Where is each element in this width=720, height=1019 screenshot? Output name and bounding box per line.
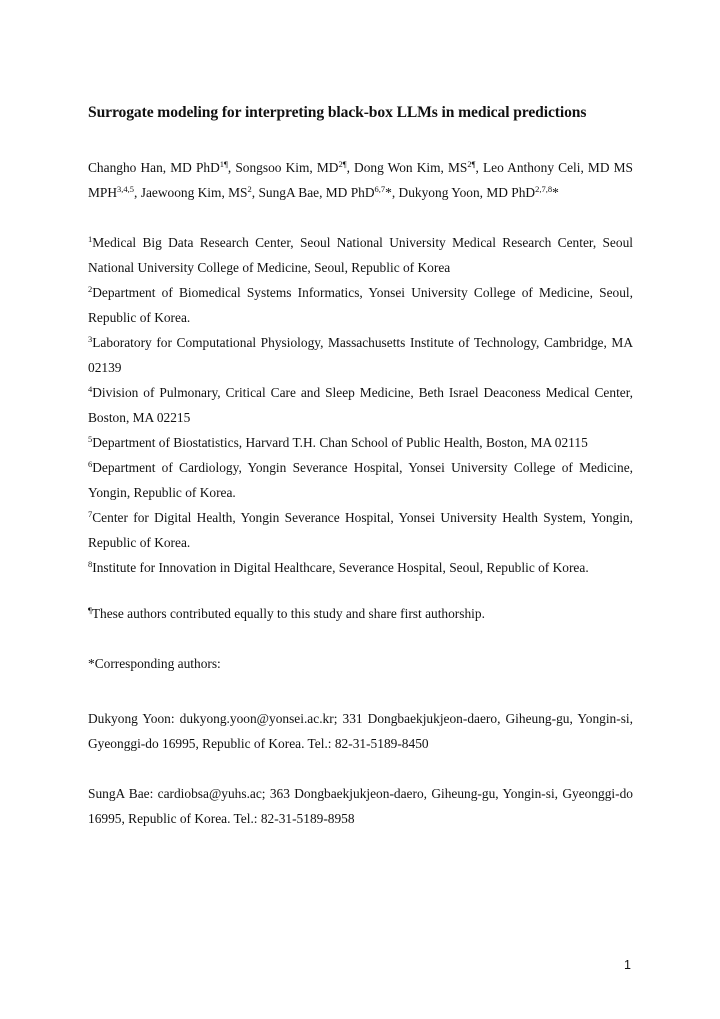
author: Songsoo Kim, $MD^{2\P}$, xyxy=(235,159,355,175)
affiliation: $^1$Medical Big Data Research Center, Seoul National University Medical Research Center, Seoul National University College of Medicine, Seoul, Republic of Korea xyxy=(88,234,633,275)
affiliation: $^7$Center for Digital Health, Yongin Severance Hospital, Yonsei University Health System, Yongin, Republic of Korea. xyxy=(88,509,633,550)
affiliation: $^4$Division of Pulmonary, Critical Care and Sleep Medicine, Beth Israel Deaconess Medical Center, Boston, MA 02215 xyxy=(88,384,633,425)
corresponding-author-entry: Dukyong Yoon: dukyong.yoon@yonsei.ac.kr; 331 Dongbaekjukjeon-daero, Giheung-gu, Yongin-si, Gyeonggi-do 16995, Republic of Korea. Tel.: 82-31-5189-8450 xyxy=(88,711,633,751)
affiliation: $^2$Department of Biomedical Systems Informatics, Yonsei University College of Medicine, Seoul, Republic of Korea. xyxy=(88,284,633,325)
affiliation: $^8$Institute for Innovation in Digital Healthcare, Severance Hospital, Seoul, Republic of Korea. xyxy=(88,559,589,575)
author: Dukyong Yoon, MD PhD$^{2,7,8}$* xyxy=(398,184,559,200)
author: Jaewoong Kim, $MS^2$, xyxy=(140,184,259,200)
author: SungA Bae, MD PhD$^{6,7}$*, xyxy=(258,184,399,200)
affiliation: $^5$Department of Biostatistics, Harvard T.H. Chan School of Public Health, Boston, MA 02115 xyxy=(88,434,588,450)
author: Changho Han, MD PhD$^{1\P}$, xyxy=(88,159,236,175)
paper-title: Surrogate modeling for interpreting black-box LLMs in medical predictions xyxy=(88,104,587,121)
page-number: 1 xyxy=(624,958,631,972)
corresponding-authors-label: *Corresponding authors: xyxy=(88,656,221,671)
equal-contribution-note: ¶These authors contributed equally to this study and share first authorship. xyxy=(88,605,485,621)
affiliation-list xyxy=(88,230,633,580)
author: Dong Won Kim, $MS^{2\P}$, xyxy=(354,159,483,175)
affiliation: $^3$Laboratory for Computational Physiology, Massachusetts Institute of Technology, Cambridge, MA 02139 xyxy=(88,334,633,375)
affiliation: $^6$Department of Cardiology, Yongin Severance Hospital, Yonsei University College of Medicine, Yongin, Republic of Korea. xyxy=(88,459,633,500)
author-list xyxy=(88,155,633,205)
author: Leo Anthony Celi, MD MS MPH$^{3,4,5}$, xyxy=(88,160,633,200)
corresponding-author-entry: SungA Bae: cardiobsa@yuhs.ac; 363 Dongbaekjukjeon-daero, Giheung-gu, Yongin-si, Gyeonggi-do 16995, Republic of Korea. Tel.: 82-31-5189-8958 xyxy=(88,786,633,826)
